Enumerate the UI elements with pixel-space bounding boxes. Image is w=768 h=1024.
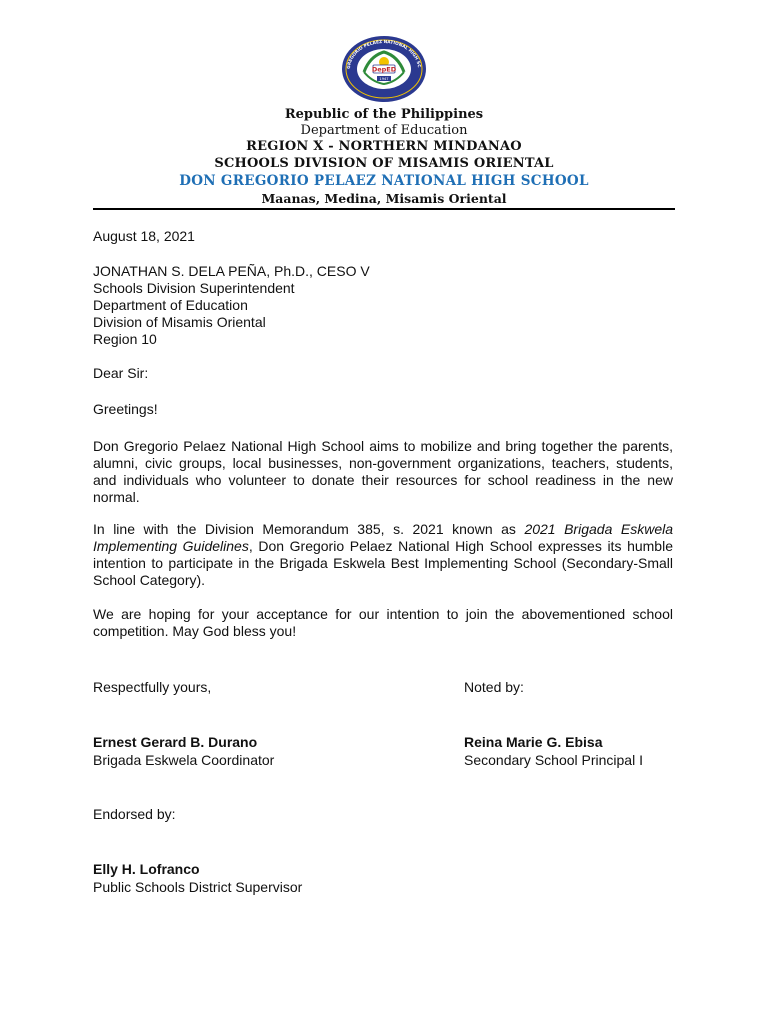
recipient-name: JONATHAN S. DELA PEÑA, Ph.D., CESO V <box>93 263 370 279</box>
paragraph-2-start: In line with the Division Memorandum 385, s. 2021 known as <box>93 521 525 537</box>
salutation: Dear Sir: <box>93 365 149 381</box>
greeting: Greetings! <box>93 401 158 417</box>
seal-year-text: 1947 <box>379 77 389 82</box>
signature-block-coordinator <box>93 734 274 770</box>
letterhead-department: Department of Education <box>300 123 468 138</box>
signatory-name: Ernest Gerard B. Durano <box>93 734 258 750</box>
signatory-name: Reina Marie G. Ebisa <box>464 734 603 750</box>
seal-ring-text: GREGORIO PELAEZ NATIONAL HIGH SC <box>346 39 421 70</box>
signatory-name: Elly H. Lofranco <box>93 861 200 877</box>
seal-center-text: DepED <box>371 65 397 74</box>
signature-block-supervisor <box>93 861 302 897</box>
body-paragraph-1: Don Gregorio Pelaez National High School aims to mobilize and bring together the parents, alumni, civic groups, local businesses, non-government organizations, teachers, students, and individuals who volunteer to donate their resources for school readiness in the new normal. <box>93 438 673 505</box>
signature-block-principal <box>464 734 643 770</box>
deped-seal-icon <box>340 34 428 104</box>
signatory-title: Public Schools District Supervisor <box>93 879 303 895</box>
letterhead-republic: Republic of the Philippines <box>284 107 484 122</box>
body-paragraph-3: We are hoping for your acceptance for our intention to join the abovementioned school competition. May God bless you! <box>93 606 673 639</box>
recipient-division: Division of Misamis Oriental <box>93 314 266 330</box>
recipient-department: Department of Education <box>93 297 248 313</box>
recipient-block <box>93 263 370 348</box>
letterhead-division: SCHOOLS DIVISION OF MISAMIS ORIENTAL <box>214 156 554 171</box>
signatory-title: Brigada Eskwela Coordinator <box>93 752 275 768</box>
letterhead-address: Maanas, Medina, Misamis Oriental <box>261 191 507 206</box>
recipient-position: Schools Division Superintendent <box>93 280 295 296</box>
closing-respectfully: Respectfully yours, <box>93 679 212 695</box>
letterhead-divider <box>93 208 675 210</box>
memo-title: 2021 Brigada Eskwela Implementing Guidelines <box>93 521 674 554</box>
body-paragraph-2 <box>93 521 673 589</box>
signatory-title: Secondary School Principal I <box>464 752 643 768</box>
endorsed-by-label: Endorsed by: <box>93 806 176 822</box>
letterhead-region: REGION X - NORTHERN MINDANAO <box>246 139 522 154</box>
letter-date: August 18, 2021 <box>93 228 195 244</box>
letterhead-school-name: DON GREGORIO PELAEZ NATIONAL HIGH SCHOOL <box>179 173 589 189</box>
recipient-region: Region 10 <box>93 331 157 347</box>
paragraph-2-end: , Don Gregorio Pelaez National High School expresses its humble intention to participate in the Brigada Eskwela Best Implementing School (Secondary-Small School Category). <box>93 538 673 588</box>
closing-noted-by: Noted by: <box>464 679 524 695</box>
